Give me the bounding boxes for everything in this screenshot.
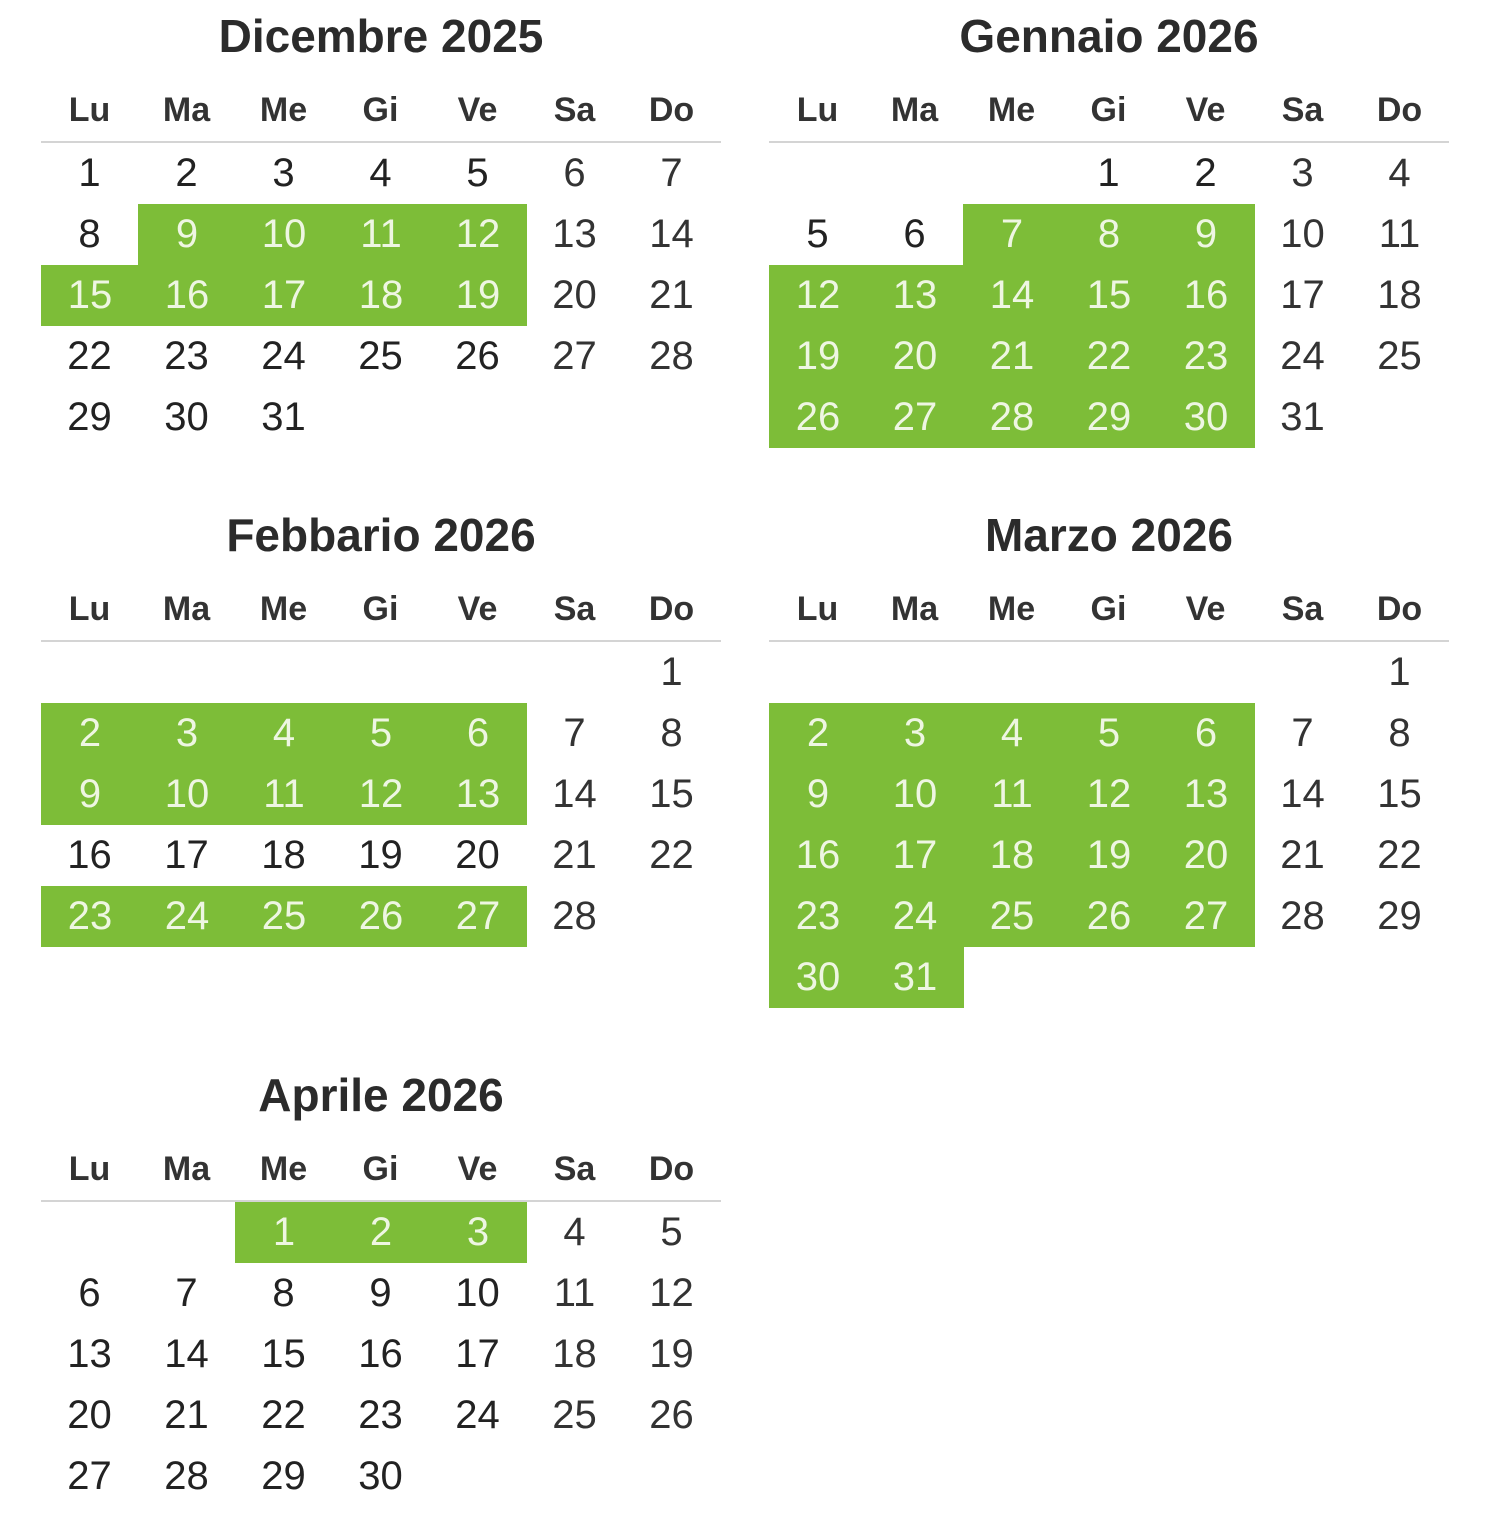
calendar-day: 13 [552,212,597,256]
calendar-day: 11 [553,1271,596,1315]
header-divider [41,640,721,642]
calendar-day: 31 [261,395,306,439]
calendar-day-highlighted: 21 [963,326,1061,387]
calendar-day-highlighted: 30 [769,947,867,1008]
calendar-day: 8 [78,212,101,256]
calendar-day-highlighted: 3 [866,703,964,764]
calendar-day-highlighted: 12 [769,265,867,326]
calendar-day-highlighted: 2 [41,703,139,764]
calendar-day: 20 [67,1393,112,1437]
calendar-day-highlighted: 16 [138,265,236,326]
calendar-day-highlighted: 28 [963,387,1061,448]
calendar-day-highlighted: 7 [963,204,1061,265]
calendar-day-highlighted: 8 [1060,204,1158,265]
weekday-header-lu: Lu [68,1150,111,1188]
weekday-header-gi: Gi [362,1150,399,1188]
calendar-day-highlighted: 12 [1060,764,1158,825]
calendar-day: 17 [164,833,209,877]
calendar-day: 26 [455,334,500,378]
calendar-day-highlighted: 30 [1157,387,1255,448]
weekday-header-ma: Ma [162,1150,211,1188]
calendar-day: 18 [552,1332,597,1376]
weekday-header-sa: Sa [1281,91,1324,129]
calendar-day: 22 [261,1393,306,1437]
weekday-header-ma: Ma [890,590,939,628]
month-title: Marzo 2026 [984,509,1233,561]
calendar-day-highlighted: 20 [866,326,964,387]
calendar-day: 28 [649,334,694,378]
calendar-day: 20 [455,833,500,877]
calendar-day: 6 [78,1271,101,1315]
calendar-day-highlighted: 27 [1157,886,1255,947]
weekday-header-do: Do [648,91,695,129]
calendar-day: 10 [1280,212,1325,256]
month-title: Dicembre 2025 [218,10,544,62]
calendar-day-highlighted: 9 [1157,204,1255,265]
calendar-day-highlighted: 6 [1157,703,1255,764]
calendar-day-highlighted: 19 [429,265,527,326]
calendar-day: 29 [261,1454,306,1498]
calendar-day: 6 [903,212,926,256]
calendar-day: 7 [1291,711,1314,755]
calendar-day: 19 [649,1332,694,1376]
calendar-day-highlighted: 26 [1060,886,1158,947]
calendar-day: 8 [1388,711,1411,755]
calendar-day-highlighted: 5 [332,703,430,764]
weekday-header-lu: Lu [796,590,839,628]
calendar-day-highlighted: 3 [138,703,236,764]
calendar-day: 7 [175,1271,198,1315]
weekday-header-me: Me [987,590,1036,628]
calendar-day-highlighted: 5 [1060,703,1158,764]
calendar-day: 22 [1377,833,1422,877]
calendar-day-highlighted: 19 [769,326,867,387]
calendar-day-highlighted: 6 [429,703,527,764]
calendar-day: 2 [175,151,198,195]
calendar-day-highlighted: 25 [235,886,333,947]
calendar-day: 20 [552,273,597,317]
calendar-day: 8 [660,711,683,755]
calendar-day: 6 [563,151,586,195]
calendar-day-highlighted: 11 [235,764,333,825]
calendar-day-highlighted: 2 [332,1202,430,1263]
calendar-day-highlighted: 12 [332,764,430,825]
calendar-day: 29 [67,395,112,439]
calendar-day: 2 [1194,151,1217,195]
weekday-header-sa: Sa [553,590,596,628]
calendar-day-highlighted: 9 [769,764,867,825]
calendar-day-highlighted: 2 [769,703,867,764]
calendar-day: 1 [1388,650,1411,694]
calendar-day: 25 [552,1393,597,1437]
weekday-header-sa: Sa [553,91,596,129]
calendar-day-highlighted: 18 [963,825,1061,886]
calendar-day: 23 [358,1393,403,1437]
calendar-day-highlighted: 15 [1060,265,1158,326]
calendar-day: 27 [67,1454,112,1498]
calendar-day-highlighted: 31 [866,947,964,1008]
calendar-day: 3 [272,151,295,195]
calendar-day: 13 [67,1332,112,1376]
calendar-day: 23 [164,334,209,378]
calendar-day: 28 [552,894,597,938]
calendar-day: 30 [358,1454,403,1498]
weekday-header-do: Do [1376,91,1423,129]
calendar-day: 31 [1280,395,1325,439]
weekday-header-ma: Ma [162,590,211,628]
weekday-header-sa: Sa [553,1150,596,1188]
weekday-header-me: Me [259,590,308,628]
calendar-day: 1 [660,650,683,694]
calendar-day: 28 [1280,894,1325,938]
calendar-day: 5 [660,1210,683,1254]
calendar-day: 14 [164,1332,209,1376]
calendar-day-highlighted: 15 [41,265,139,326]
calendar-day: 21 [552,833,597,877]
calendar-day: 4 [1388,151,1411,195]
calendar-day-highlighted: 13 [1157,764,1255,825]
month-title: Febbario 2026 [226,509,536,561]
calendar-day-highlighted: 19 [1060,825,1158,886]
calendar-day: 9 [369,1271,392,1315]
calendar-day: 10 [455,1271,500,1315]
calendar-day: 16 [67,833,112,877]
calendar-day: 22 [67,334,112,378]
calendar-day: 18 [261,833,306,877]
calendar-day-highlighted: 23 [41,886,139,947]
calendar-day: 11 [1378,212,1421,256]
weekday-header-lu: Lu [796,91,839,129]
calendar-day: 14 [1280,772,1325,816]
calendar-day-highlighted: 14 [963,265,1061,326]
calendar-day: 7 [660,151,683,195]
calendar-day: 15 [1377,772,1422,816]
calendar-day-highlighted: 10 [138,764,236,825]
calendar-day: 12 [649,1271,694,1315]
calendar-day-highlighted: 23 [769,886,867,947]
calendar-day: 22 [649,833,694,877]
calendar-day-highlighted: 3 [429,1202,527,1263]
calendar-day-highlighted: 1 [235,1202,333,1263]
calendar-day-highlighted: 9 [41,764,139,825]
calendar-day: 1 [1097,151,1120,195]
calendar-day: 24 [1280,334,1325,378]
calendar-day-highlighted: 29 [1060,387,1158,448]
calendar-day: 15 [261,1332,306,1376]
calendar-day: 21 [649,273,694,317]
calendar-day: 26 [649,1393,694,1437]
calendar-day: 3 [1291,151,1314,195]
calendar-day: 7 [563,711,586,755]
weekday-header-do: Do [648,590,695,628]
calendar-day: 4 [369,151,392,195]
calendar-day-highlighted: 22 [1060,326,1158,387]
calendar-day: 19 [358,833,403,877]
calendar-day-highlighted: 26 [332,886,430,947]
calendar-day: 17 [1280,273,1325,317]
calendar-day: 16 [358,1332,403,1376]
weekday-header-do: Do [1376,590,1423,628]
calendar-day: 25 [1377,334,1422,378]
weekday-header-lu: Lu [68,91,111,129]
weekday-header-ma: Ma [890,91,939,129]
calendar-day-highlighted: 24 [138,886,236,947]
calendar-day: 30 [164,395,209,439]
calendar-day-highlighted: 12 [429,204,527,265]
calendar-day: 14 [552,772,597,816]
calendar-day: 28 [164,1454,209,1498]
calendar-day-highlighted: 11 [332,204,430,265]
calendar-day: 21 [164,1393,209,1437]
calendar-day-highlighted: 10 [235,204,333,265]
calendar-day-highlighted: 24 [866,886,964,947]
calendar-day-highlighted: 4 [963,703,1061,764]
weekday-header-lu: Lu [68,590,111,628]
calendar-day: 29 [1377,894,1422,938]
calendar-day-highlighted: 26 [769,387,867,448]
weekday-header-ve: Ve [457,1150,498,1188]
month-title: Aprile 2026 [258,1069,504,1121]
calendar-day-highlighted: 27 [429,886,527,947]
calendar-day-highlighted: 16 [1157,265,1255,326]
calendar-day: 8 [272,1271,295,1315]
calendar-day-highlighted: 25 [963,886,1061,947]
weekday-header-ve: Ve [1185,590,1226,628]
calendar-day-highlighted: 11 [963,764,1061,825]
calendar-day: 25 [358,334,403,378]
weekday-header-ve: Ve [457,91,498,129]
calendar-day-highlighted: 27 [866,387,964,448]
weekday-header-ma: Ma [162,91,211,129]
weekday-header-gi: Gi [362,91,399,129]
calendar-day-highlighted: 16 [769,825,867,886]
calendar-day: 4 [563,1210,586,1254]
weekday-header-do: Do [648,1150,695,1188]
calendar-day: 27 [552,334,597,378]
calendar-day-highlighted: 4 [235,703,333,764]
calendar-day-highlighted: 9 [138,204,236,265]
month-title: Gennaio 2026 [959,10,1259,62]
weekday-header-gi: Gi [1090,91,1127,129]
calendar-day: 5 [466,151,489,195]
weekday-header-gi: Gi [1090,590,1127,628]
weekday-header-ve: Ve [457,590,498,628]
header-divider [769,640,1449,642]
calendar-day: 1 [78,151,101,195]
calendar-day: 24 [455,1393,500,1437]
calendar-day: 14 [649,212,694,256]
calendar-day-highlighted: 18 [332,265,430,326]
weekday-header-me: Me [259,91,308,129]
calendar-day: 24 [261,334,306,378]
calendar-day-highlighted: 13 [429,764,527,825]
calendar-day: 18 [1377,273,1422,317]
weekday-header-me: Me [259,1150,308,1188]
weekday-header-ve: Ve [1185,91,1226,129]
calendar-day-highlighted: 10 [866,764,964,825]
calendar-day-highlighted: 23 [1157,326,1255,387]
calendar-day-highlighted: 17 [235,265,333,326]
calendar-day-highlighted: 20 [1157,825,1255,886]
weekday-header-gi: Gi [362,590,399,628]
weekday-header-me: Me [987,91,1036,129]
calendar-day: 21 [1280,833,1325,877]
calendar-day-highlighted: 13 [866,265,964,326]
weekday-header-sa: Sa [1281,590,1324,628]
calendar-day: 17 [455,1332,500,1376]
calendar-day: 15 [649,772,694,816]
calendar-day: 5 [806,212,829,256]
calendar-day-highlighted: 17 [866,825,964,886]
